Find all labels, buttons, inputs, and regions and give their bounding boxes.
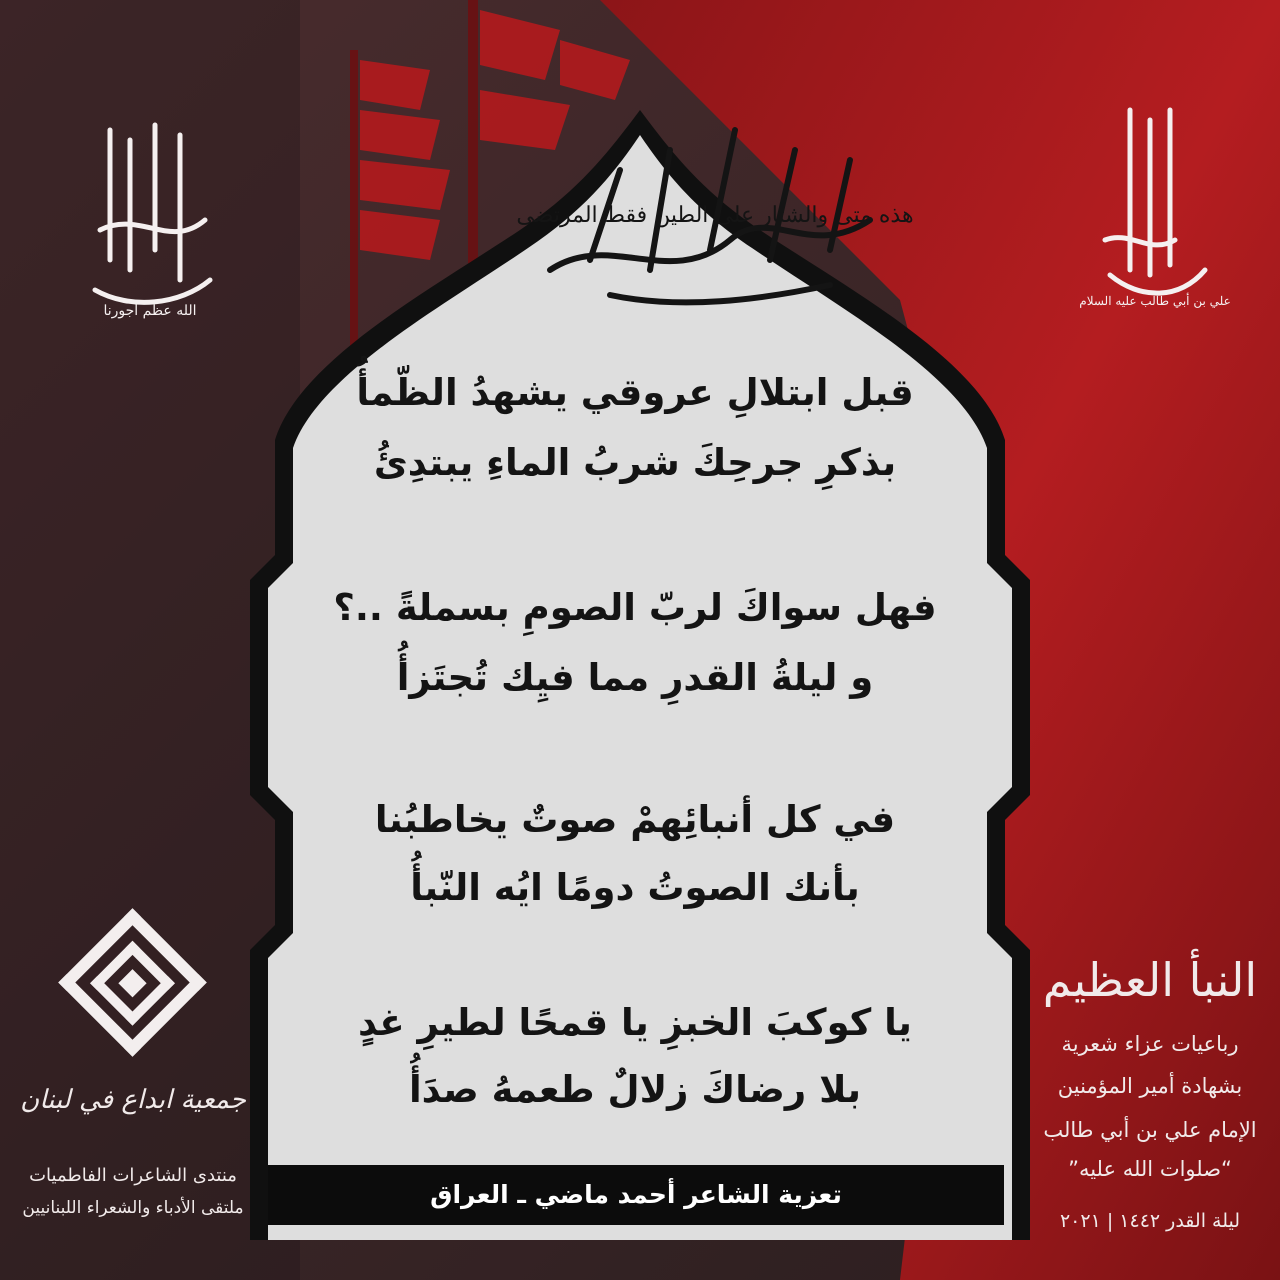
right-footer-line-2: بشهادة أمير المؤمنين bbox=[1057, 1074, 1243, 1098]
left-footer-line-1: منتدى الشاعرات الفاطميات bbox=[29, 1165, 237, 1186]
poem-line-7: يا كوكبَ الخبزِ يا قمحًا لطيرِ غدٍ bbox=[358, 1001, 912, 1044]
poem-line-8: بلا رضاكَ زلالٌ طعمهُ صدَأُ bbox=[408, 1068, 862, 1111]
right-footer-line-3: الإمام علي بن أبي طالب bbox=[1043, 1118, 1257, 1142]
left-footer-line-2: ملتقى الأدباء والشعراء اللبنانيين bbox=[22, 1198, 244, 1218]
right-calligraphy-logo bbox=[1079, 100, 1231, 310]
poem-line-3: فهل سواكَ لربّ الصومِ بسملةً ..؟ bbox=[333, 586, 937, 629]
poem-line-4: و ليلةُ القدرِ مما فيِك تُجتَزأُ bbox=[396, 656, 874, 699]
svg-text:هذه متى والشتار على الطين فقط: هذه متى والشتار على الطين فقط المرتضى bbox=[516, 203, 914, 228]
kufic-square-logo bbox=[55, 905, 210, 1060]
right-footer-line-5: ليلة القدر ١٤٤٢ | ٢٠٢١ bbox=[1059, 1210, 1241, 1232]
title-calligraphy bbox=[516, 110, 914, 310]
headline-calligraphy: النبأ العظيم bbox=[1042, 953, 1258, 1007]
right-footer-line-4: “صلوات الله عليه” bbox=[1068, 1157, 1232, 1181]
poem-line-5: في كل أنبائِهمْ صوتٌ يخاطبُنا bbox=[374, 798, 896, 841]
svg-text:علي بن أبي طالب عليه السلام: علي بن أبي طالب عليه السلام bbox=[1079, 294, 1231, 308]
poem-line-1: قبل ابتلالِ عروقي يشهدُ الظّمأُ bbox=[356, 371, 914, 414]
svg-text:الله عظم أجورنا: الله عظم أجورنا bbox=[103, 303, 197, 319]
poem-line-2: بذكرِ جرحِكَ شربُ الماءِ يبتدِئُ bbox=[373, 441, 897, 484]
association-name: جمعية ابداع في لبنان bbox=[20, 1085, 246, 1115]
right-footer-line-1: رباعيات عزاء شعرية bbox=[1061, 1032, 1239, 1056]
poem-line-6: بأنك الصوتُ دومًا ايُه النّبأُ bbox=[410, 866, 860, 909]
left-calligraphy-logo bbox=[80, 110, 220, 320]
caption-bar: تعزية الشاعر أحمد ماضي ـ العراق bbox=[268, 1165, 1004, 1225]
